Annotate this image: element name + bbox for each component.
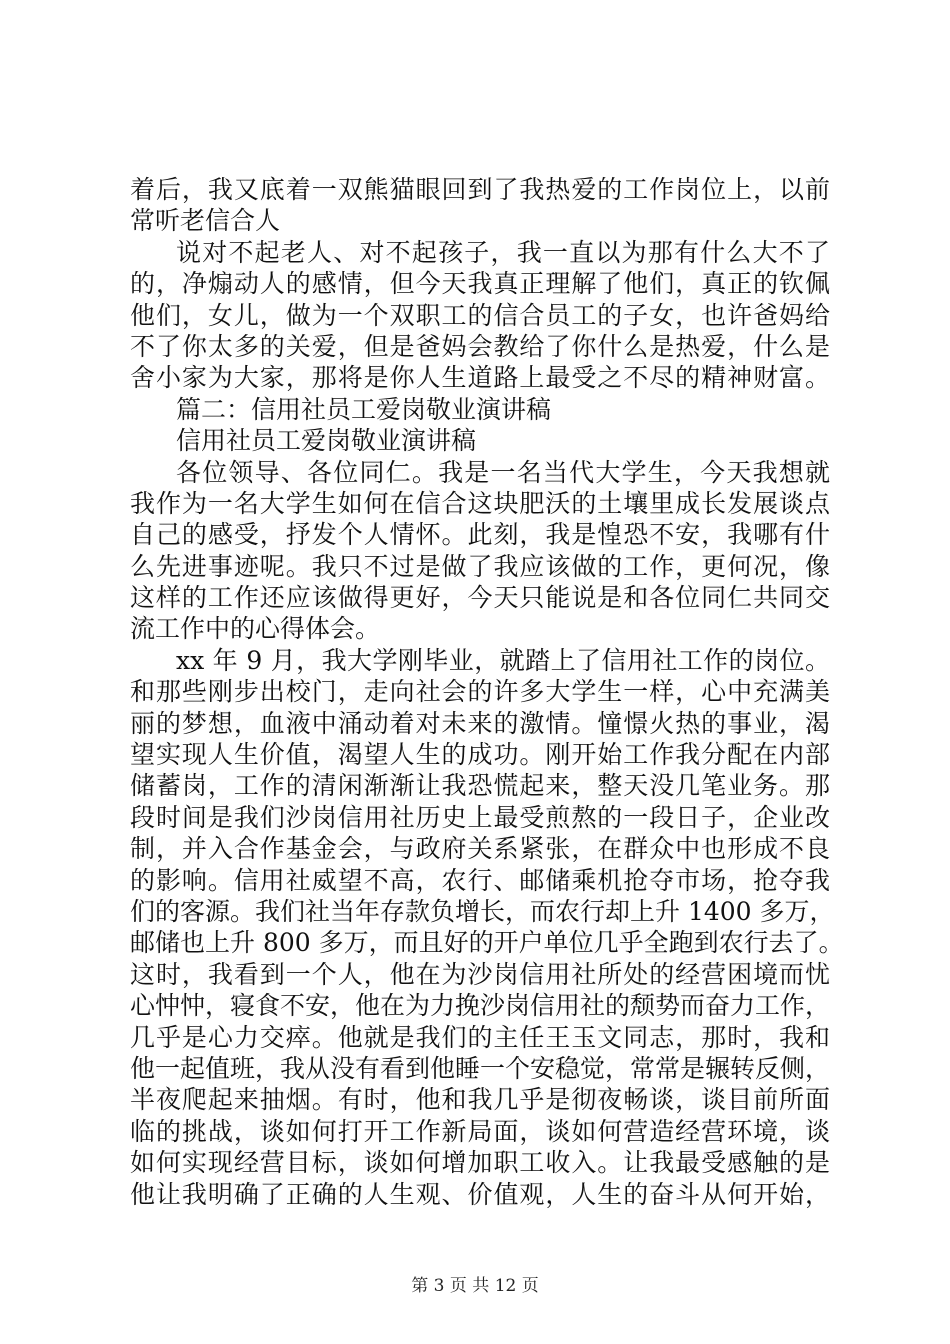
text-line: 几乎是心力交瘁。他就是我们的主任王玉文同志，那时，我和	[130, 1022, 830, 1052]
text-line: 篇二：信用社员工爱岗敬业演讲稿	[176, 394, 552, 424]
text-line: 我作为一名大学生如何在信合这块肥沃的土壤里成长发展谈点	[130, 488, 830, 518]
text-line: 他让我明确了正确的人生观、价值观，人生的奋斗从何开始，	[130, 1179, 830, 1209]
page-footer: 第 3 页 共 12 页	[411, 1276, 539, 1296]
text-line: 半夜爬起来抽烟。有时，他和我几乎是彻夜畅谈，谈目前所面	[130, 1085, 830, 1115]
text-line: 么先进事迹呢。我只不过是做了我应该做的工作，更何况，像	[130, 551, 830, 581]
text-line: 着后，我又底着一双熊猫眼回到了我热爱的工作岗位上，以前	[130, 175, 830, 204]
text-line: 心忡忡，寝食不安，他在为力挽沙岗信用社的颓势而奋力工作，	[130, 991, 831, 1021]
text-line: 的，净煽动人的感情，但今天我真正理解了他们，真正的钦佩	[130, 269, 830, 299]
text-line: 临的挑战，谈如何打开工作新局面，谈如何营造经营环境，谈	[130, 1116, 830, 1146]
document-body	[130, 174, 844, 1210]
text-line: 们的客源。我们社当年存款负增长，而农行却上升 1400 多万，	[130, 896, 835, 926]
text-line: 和那些刚步出校门，走向社会的许多大学生一样，心中充满美	[130, 677, 830, 707]
text-line: 制，并入合作基金会，与政府关系紧张，在群众中也形成不良	[130, 834, 830, 864]
text-line: 望实现人生价值，渴望人生的成功。刚开始工作我分配在内部	[130, 740, 830, 770]
text-line: 他们，女儿，做为一个双职工的信合员工的子女，也许爸妈给	[130, 300, 830, 330]
text-line: 常听老信合人	[130, 206, 281, 236]
text-line: 各位领导、各位同仁。我是一名当代大学生，今天我想就	[176, 457, 830, 487]
text-line: 储蓄岗，工作的清闲渐渐让我恐慌起来，整天没几笔业务。那	[130, 771, 830, 801]
text-line: 如何实现经营目标，谈如何增加职工收入。让我最受感触的是	[130, 1148, 830, 1178]
text-line: xx 年 9 月，我大学刚毕业，就踏上了信用社工作的岗位。	[176, 645, 830, 675]
text-line: 邮储也上升 800 多万，而且好的开户单位几乎全跑到农行去了。	[130, 928, 844, 958]
text-line: 说对不起老人、对不起孩子，我一直以为那有什么大不了	[176, 237, 830, 267]
text-line: 这时，我看到一个人，他在为沙岗信用社所处的经营困境而忧	[130, 959, 830, 989]
text-line: 的影响。信用社威望不高，农行、邮储乘机抢夺市场，抢夺我	[130, 865, 830, 895]
text-line: 丽的梦想，血液中涌动着对未来的激情。憧憬火热的事业，渴	[130, 708, 830, 738]
text-line: 信用社员工爱岗敬业演讲稿	[176, 426, 477, 456]
text-line: 这样的工作还应该做得更好，今天只能说是和各位同仁共同交	[130, 583, 830, 613]
text-line: 流工作中的心得体会。	[130, 614, 381, 644]
text-line: 他一起值班，我从没有看到他睡一个安稳觉，常常是辗转反侧，	[130, 1053, 831, 1083]
text-line: 舍小家为大家，那将是你人生道路上最受之不尽的精神财富。	[130, 363, 830, 393]
text-line: 段时间是我们沙岗信用社历史上最受煎熬的一段日子，企业改	[130, 802, 830, 832]
text-line: 不了你太多的关爱，但是爸妈会教给了你什么是热爱，什么是	[130, 331, 830, 361]
text-line: 自己的感受，抒发个人情怀。此刻，我是惶恐不安，我哪有什	[130, 520, 830, 550]
